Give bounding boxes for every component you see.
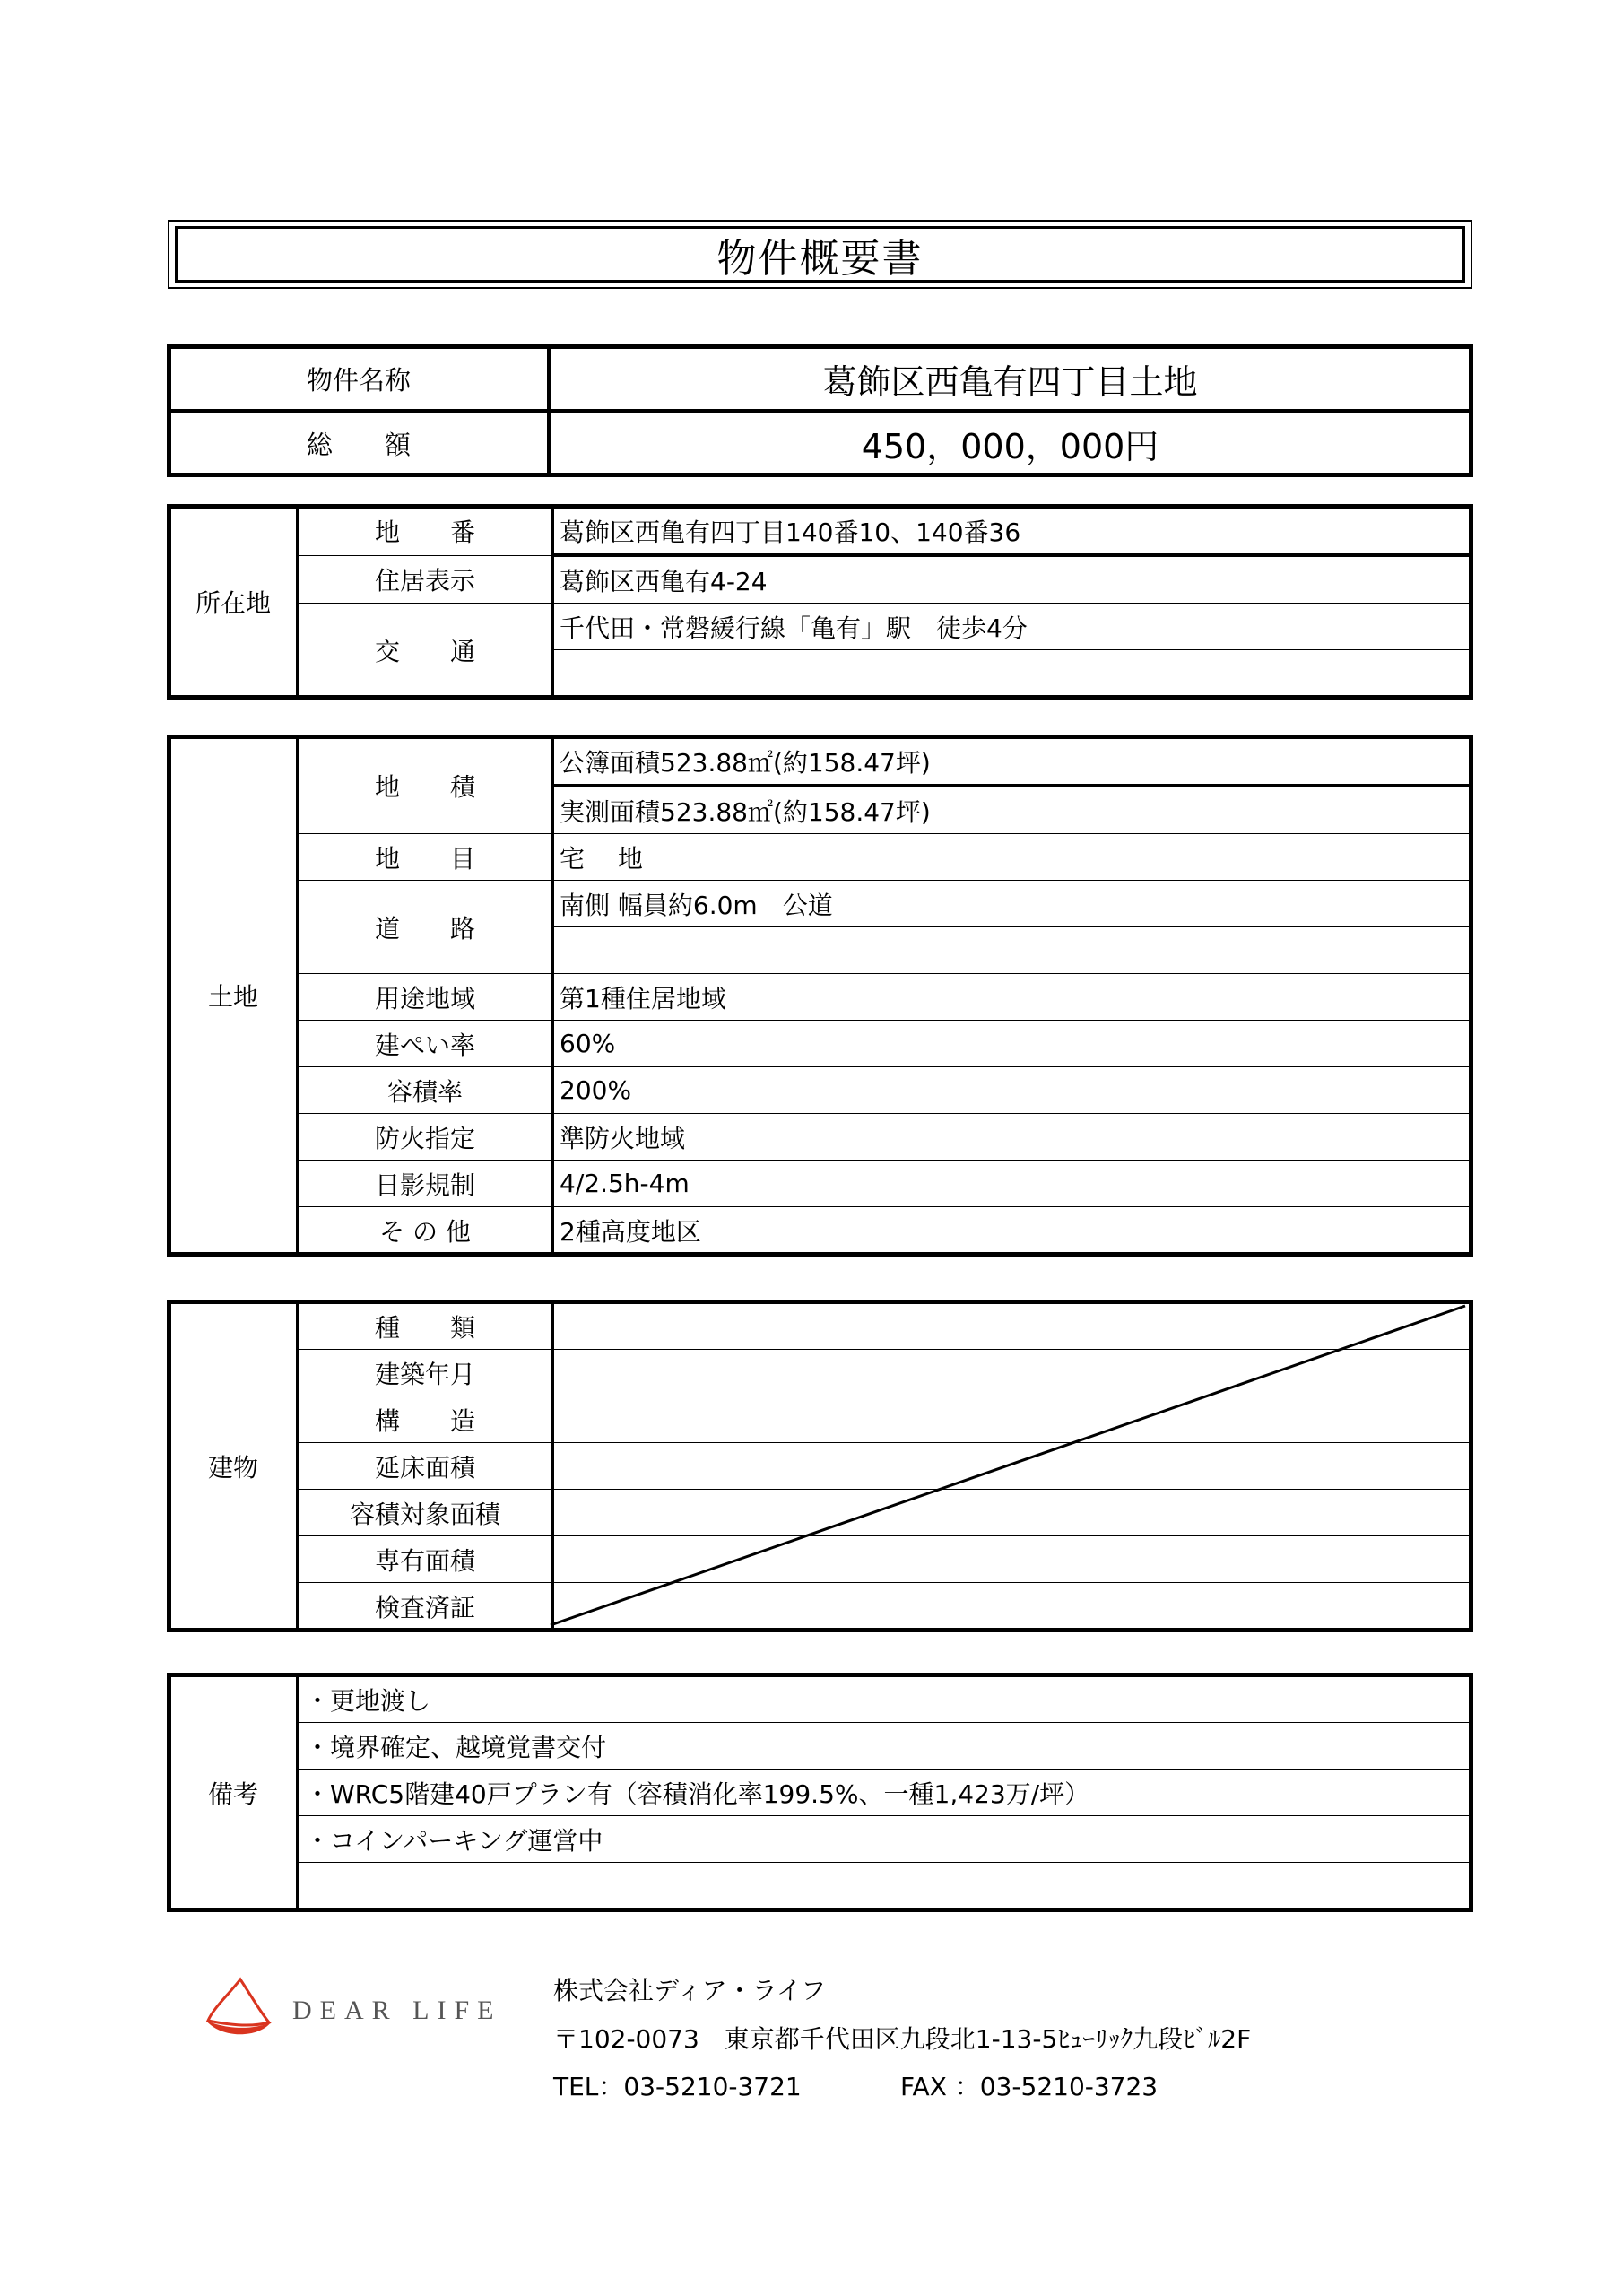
structure-label: 構 造 xyxy=(298,1396,552,1443)
land-area-label: 地 積 xyxy=(298,738,552,834)
road-value-blank xyxy=(552,927,1471,974)
road-label: 道 路 xyxy=(298,881,552,974)
summary-table xyxy=(169,347,1471,474)
land-area-actual: 実測面積523.88㎡(約158.47坪) xyxy=(552,786,1471,834)
not-applicable-slash xyxy=(549,1302,1468,1630)
zoning-value: 第1種住居地域 xyxy=(552,974,1471,1021)
land-area-public: 公簿面積523.88㎡(約158.47坪) xyxy=(552,738,1471,787)
other-value: 2種高度地区 xyxy=(552,1207,1471,1254)
shadow-regulation-value: 4/2.5h-4m xyxy=(552,1161,1471,1207)
lot-number-label: 地 番 xyxy=(298,508,552,556)
company-address: 〒102-0073 東京都千代田区九段北1-13-5ﾋｭｰﾘｯｸ九段ﾋﾞﾙ2F xyxy=(553,2024,1252,2054)
road-value: 南側 幅員約6.0m 公道 xyxy=(552,881,1471,927)
inspection-certificate-label: 検査済証 xyxy=(298,1583,552,1630)
access-value: 千代田・常磐緩行線「亀有」駅 徒歩4分 xyxy=(552,604,1471,650)
land-section-label: 土地 xyxy=(170,738,299,1254)
lot-number-value: 葛飾区西亀有四丁目140番10、140番36 xyxy=(552,508,1471,556)
note-item xyxy=(298,1863,1471,1909)
coverage-ratio-value: 60% xyxy=(552,1021,1471,1067)
access-value-blank xyxy=(552,650,1471,697)
company-tel: TEL：03-5210-3721 xyxy=(553,2072,802,2101)
logo-text: DEAR LIFE xyxy=(292,1996,502,2025)
far-target-area-label: 容積対象面積 xyxy=(298,1490,552,1536)
land-category-value: 宅 地 xyxy=(552,834,1471,881)
exclusive-area-label: 専有面積 xyxy=(298,1536,552,1583)
note-item: ・境界確定、越境覚書交付 xyxy=(298,1723,1471,1770)
land-table xyxy=(169,737,1471,1254)
dear-life-logo xyxy=(204,1969,509,2040)
notes-section-label: 備考 xyxy=(170,1676,299,1909)
location-section-label: 所在地 xyxy=(170,508,299,697)
page-title: 物件概要書 xyxy=(175,226,1465,283)
other-label: そ の 他 xyxy=(298,1207,552,1254)
company-fax: FAX ：03-5210-3723 xyxy=(900,2072,1159,2101)
floor-area-ratio-value: 200% xyxy=(552,1067,1471,1114)
price-label: 総 額 xyxy=(170,411,550,474)
notes-table xyxy=(169,1675,1471,1909)
building-type-label: 種 類 xyxy=(298,1303,552,1350)
address-value: 葛飾区西亀有4-24 xyxy=(552,555,1471,604)
logo-flame-icon xyxy=(208,1979,269,2025)
floor-area-ratio-label: 容積率 xyxy=(298,1067,552,1114)
total-floor-area-label: 延床面積 xyxy=(298,1443,552,1490)
address-label: 住居表示 xyxy=(298,555,552,604)
access-label: 交 通 xyxy=(298,604,552,697)
building-section-label: 建物 xyxy=(170,1303,299,1630)
fire-zone-value: 準防火地域 xyxy=(552,1114,1471,1161)
shadow-regulation-label: 日影規制 xyxy=(298,1161,552,1207)
property-name-label: 物件名称 xyxy=(170,348,550,412)
note-item: ・WRC5階建40戸プラン有（容積消化率199.5%、一種1,423万/坪） xyxy=(298,1770,1471,1816)
note-item: ・コインパーキング運営中 xyxy=(298,1816,1471,1863)
property-name-value: 葛飾区西亀有四丁目土地 xyxy=(549,348,1471,412)
coverage-ratio-label: 建ぺい率 xyxy=(298,1021,552,1067)
land-category-label: 地 目 xyxy=(298,834,552,881)
built-date-label: 建築年月 xyxy=(298,1350,552,1396)
fire-zone-label: 防火指定 xyxy=(298,1114,552,1161)
zoning-label: 用途地域 xyxy=(298,974,552,1021)
company-name: 株式会社ディア・ライフ xyxy=(553,1976,827,2005)
price-value: 450，000，000円 xyxy=(549,411,1471,474)
location-table xyxy=(169,507,1471,697)
note-item: ・更地渡し xyxy=(298,1676,1471,1723)
